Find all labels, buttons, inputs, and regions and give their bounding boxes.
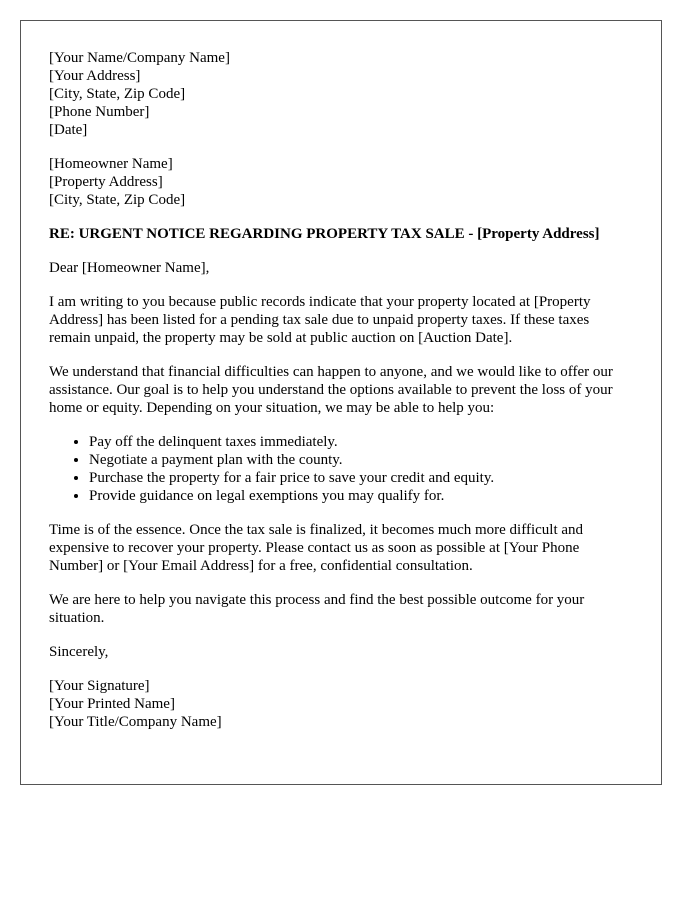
printed-name: [Your Printed Name] — [49, 696, 175, 712]
recipient-city-state-zip: [City, State, Zip Code] — [49, 192, 186, 208]
letter-date: [Date] — [49, 122, 88, 138]
sender-address: [Your Address] — [49, 68, 141, 84]
options-list — [49, 433, 633, 505]
sender-block — [49, 49, 633, 139]
list-item: • Pay off the delinquent taxes immediately. — [89, 433, 633, 451]
subject-line: RE: URGENT NOTICE REGARDING PROPERTY TAX SALE - [Property Address] — [49, 226, 600, 242]
body-paragraph-2: We understand that financial difficulties can happen to anyone, and we would like to offer our assistance. Our goal is to help you understand the options available to prevent the loss of your home or equity. Depending on your situation, we may be able to help you: — [49, 364, 613, 416]
closing-paragraph-2: We are here to help you navigate this process and find the best possible outcome for your situation. — [49, 592, 585, 626]
body-paragraph-1: I am writing to you because public records indicate that your property located at [Property Address] has been listed for a pending tax sale due to unpaid property taxes. If these taxes remain unpaid, the property may be sold at public auction on [Auction Date]. — [49, 294, 591, 346]
list-item: • Negotiate a payment plan with the county. — [89, 451, 633, 469]
recipient-address: [Property Address] — [49, 174, 163, 190]
signature-block — [49, 677, 633, 731]
sign-off: Sincerely, — [49, 644, 109, 660]
list-item: • Provide guidance on legal exemptions you may qualify for. — [89, 487, 633, 505]
signature-line: [Your Signature] — [49, 678, 150, 694]
letter-page — [20, 20, 662, 785]
sender-city-state-zip: [City, State, Zip Code] — [49, 86, 186, 102]
sender-phone: [Phone Number] — [49, 104, 150, 120]
signer-title: [Your Title/Company Name] — [49, 714, 222, 730]
sender-name: [Your Name/Company Name] — [49, 50, 230, 66]
recipient-block — [49, 155, 633, 209]
closing-paragraph-1: Time is of the essence. Once the tax sale is finalized, it becomes much more difficult and expensive to recover your property. Please contact us as soon as possible at [Your Phone Number] or [Your Email Address] for a free, confidential consultation. — [49, 522, 584, 574]
salutation: Dear [Homeowner Name], — [49, 260, 210, 276]
list-item: • Purchase the property for a fair price to save your credit and equity. — [89, 469, 633, 487]
recipient-name: [Homeowner Name] — [49, 156, 173, 172]
